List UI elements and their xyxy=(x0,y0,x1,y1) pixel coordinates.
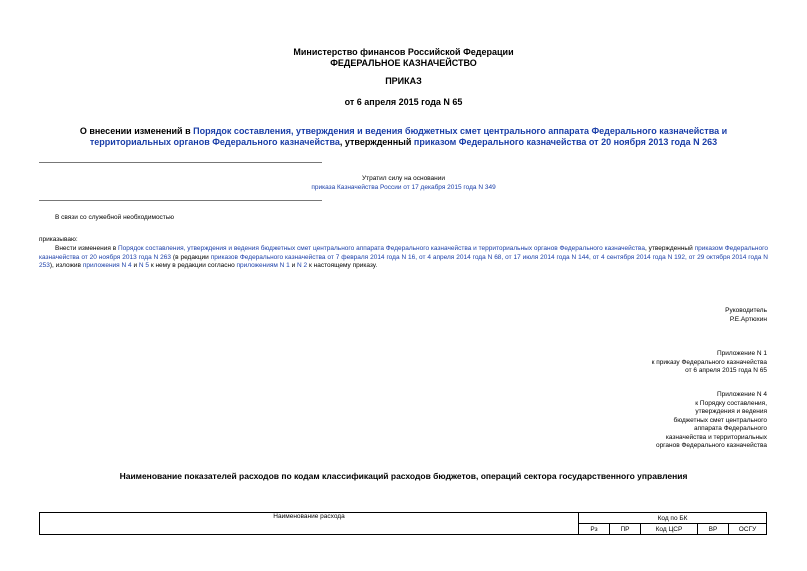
annex-1-link[interactable]: приложениям N 1 xyxy=(236,262,290,269)
col-csr: Код ЦСР xyxy=(641,524,698,535)
repeal-order-link[interactable]: приказа Казначейства России от 17 декабря 2015 года N 349 xyxy=(311,184,496,191)
divider-top xyxy=(39,162,322,163)
signatory-name: Р.Е.Артюхин xyxy=(729,315,767,323)
order-paragraph: Внести изменения в Порядок составления, утверждения и ведения бюджетных смет центрального аппарата Федерального казначейства и территориальных органов Федерального казначейства, утвержденный приказом Федерального казначейства от 20 ноября 2013 года N 263 (в редакции приказов Федерального казначейства от 7 февраля 2014 года N 16, от 4 апреля 2014 года N 68, от 17 июля 2014 года N 144, от 4 сентября 2014 года N 192, от 29 октября 2014 года N 253), изложив приложения N 4 и N 5 к нему в редакции согласно приложениям N 1 и N 2 к настоящему приказу. xyxy=(39,245,768,269)
ministry-name: Министерство финансов Российской Федерации xyxy=(293,47,514,57)
document-type: ПРИКАЗ xyxy=(385,76,422,86)
appendix-5-link[interactable]: N 5 xyxy=(138,262,150,269)
appendix-4-block: Приложение N 4 к Порядку составления, утверждения и ведения бюджетных смет центрального аппарата Федерального казначейства и территориальных органов Федерального казначейства xyxy=(655,391,767,449)
status-label: Утратил силу на основании xyxy=(361,175,446,182)
col-osgu: ОСГУ xyxy=(729,524,767,535)
amending-orders-link[interactable]: приказов Федерального казначейства от 7 февраля 2014 года N 16, от 4 апреля 2014 года N 68, от 17 июля 2014 года N 144, от 4 сентября 2014 года N 192, от 29 октября 2014 года N 253 xyxy=(39,253,768,269)
appendix-1-block: Приложение N 1 к приказу Федерального казначейства от 6 апреля 2015 года N 65 xyxy=(651,350,767,374)
col-rz: Рз xyxy=(579,524,610,535)
col-vr: ВР xyxy=(698,524,729,535)
table-title: Наименование показателей расходов по кодам классификаций расходов бюджетов, операций сектора государственного управления xyxy=(119,471,688,481)
treasury-name: ФЕДЕРАЛЬНОЕ КАЗНАЧЕЙСТВО xyxy=(330,58,477,68)
appendix-4-link[interactable]: приложения N 4 xyxy=(82,262,132,269)
order-263-link[interactable]: приказом Федерального казначейства от 20 ноября 2013 года N 263 xyxy=(413,137,718,147)
procedure-link-body[interactable]: Порядок составления, утверждения и ведения бюджетных смет центрального аппарата Федерального казначейства и территориальных органов Федерального казначейства xyxy=(118,245,646,252)
intro-text: В связи со служебной необходимостью xyxy=(55,214,175,221)
col-expense-name: Наименование расхода xyxy=(40,513,579,535)
order-text: приказываю: xyxy=(39,236,78,243)
document-title: О внесении изменений в Порядок составления, утверждения и ведения бюджетных смет центрального аппарата Федерального казначейства и территориальных органов Федерального казначейства, утвержденный приказом Федерального казначейства от 20 ноября 2013 года N 263 xyxy=(79,126,728,147)
annex-2-link[interactable]: N 2 xyxy=(297,262,308,269)
col-pr: ПР xyxy=(610,524,641,535)
signatory-position: Руководитель xyxy=(725,307,767,314)
budget-codes-table xyxy=(39,512,767,535)
divider-bottom xyxy=(39,200,322,201)
col-bk-code: Код по БК xyxy=(579,513,767,524)
procedure-link[interactable]: Порядок составления, утверждения и ведения бюджетных смет центрального аппарата Федерального казначейства и территориальных органов Федерального казначейства xyxy=(89,126,728,147)
signature-block xyxy=(725,307,767,324)
document-date: от 6 апреля 2015 года N 65 xyxy=(344,97,463,107)
order-263-link-body[interactable]: приказом Федерального казначейства от 20 ноября 2013 года N 263 xyxy=(39,245,768,261)
